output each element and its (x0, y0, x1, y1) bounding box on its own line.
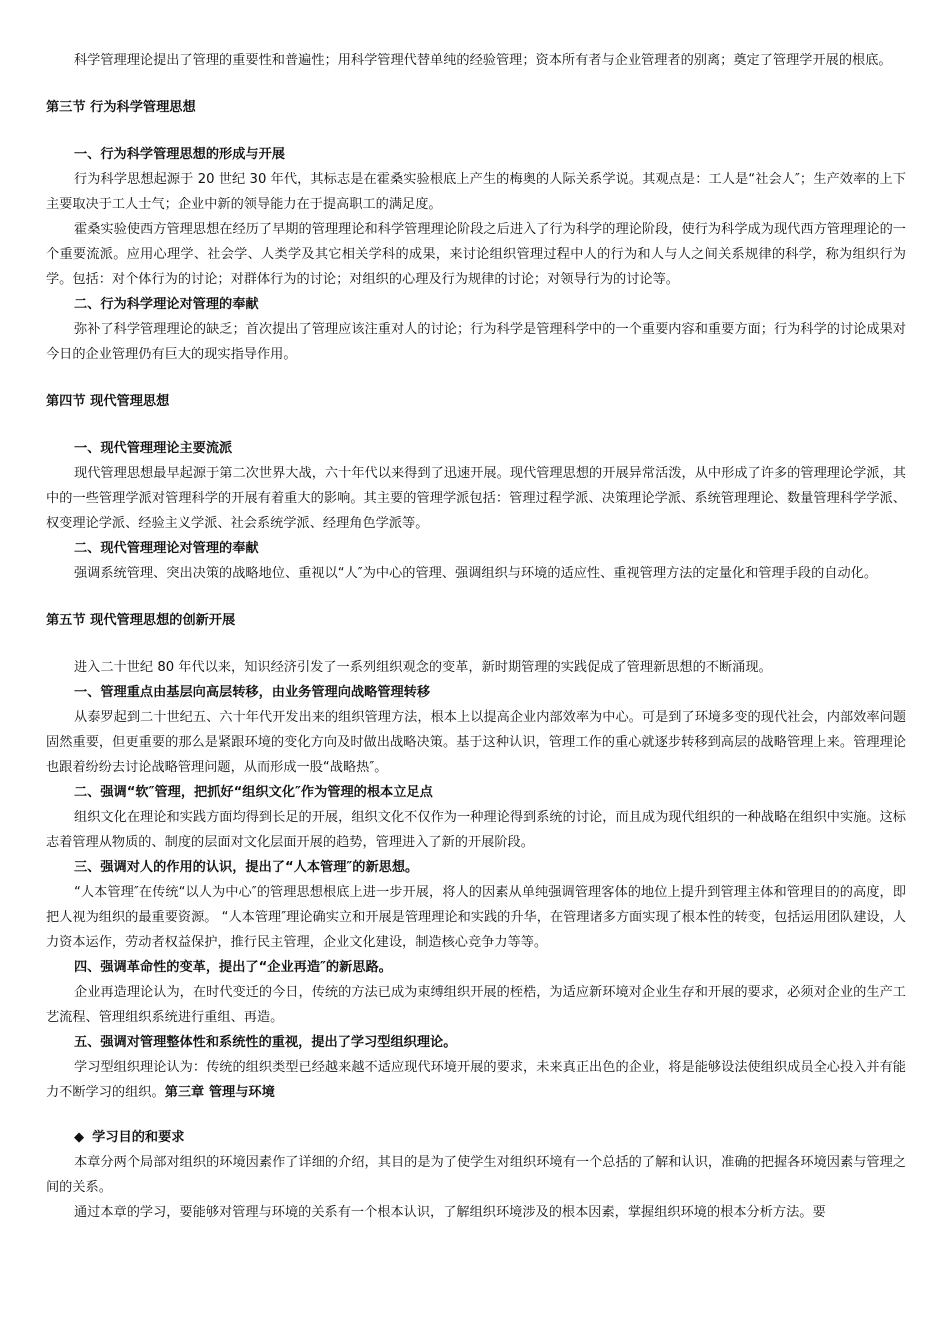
section-4-heading-2: 二、现代管理理论对管理的奉献 (74, 541, 259, 556)
learning-goals-heading (46, 1125, 906, 1150)
section-3-paragraph-1: 行为科学思想起源于 20 世纪 30 年代，其标志是在霍桑实验根底上产生的梅奥的人际关系学说。其观点是：工人是“社会人″；生产效率的上下主要取决于工人士气；企业中新的领导能力在于提高职工的满足度。 (46, 172, 906, 212)
document-page (46, 48, 906, 1225)
section-4-paragraph-1: 现代管理思想最早起源于第二次世界大战，六十年代以来得到了迅速开展。现代管理思想的开展异常活泼，从中形成了许多的管理理论学派，其中的一些管理学派对管理科学的开展有着重大的影响。其主要的管理学派包括：管理过程学派、决策理论学派、系统管理理论、数量管理科学学派、权变理论学派、经验主义学派、社会系统学派、经理角色学派等。 (46, 466, 906, 531)
section-5-paragraph-2: 组织文化在理论和实践方面均得到长足的开展，组织文化不仅作为一种理论得到系统的讨论，而且成为现代组织的一种战略在组织中实施。这标志着管理从物质的、制度的层面对文化层面开展的趋势，管理进入了新的开展阶段。 (46, 810, 906, 850)
section-4-paragraph-2: 强调系统管理、突出决策的战略地位、重视以“人″为中心的管理、强调组织与环境的适应性、重视管理方法的定量化和管理手段的自动化。 (74, 566, 878, 581)
section-3-paragraph-3: 弥补了科学管理理论的缺乏；首次提出了管理应该注重对人的讨论；行为科学是管理科学中的一个重要内容和重要方面；行为科学的讨论成果对今日的企业管理仍有巨大的现实指导作用。 (46, 322, 906, 362)
section-5-paragraph-4: 企业再造理论认为，在时代变迁的今日，传统的方法已成为束缚组织开展的桎梏，为适应新环境对企业生存和开展的要求，必须对企业的生产工艺流程、管理组织系统进行重组、再造。 (46, 985, 906, 1025)
section-3-heading-2: 二、行为科学理论对管理的奉献 (74, 297, 259, 312)
learning-goals-title: 学习目的和要求 (92, 1130, 185, 1145)
section-5-intro: 进入二十世纪 80 年代以来，知识经济引发了一系列组织观念的变革，新时期管理的实践促成了管理新思想的不断涌现。 (74, 660, 772, 675)
section-5-heading-2: 二、强调“软″管理，把抓好“组织文化″作为管理的根本立足点 (74, 785, 433, 800)
section-5-heading-3: 三、强调对人的作用的认识，提出了“人本管理″的新思想。 (74, 860, 419, 875)
section-5-heading-5: 五、强调对管理整体性和系统性的重视，提出了学习型组织理论。 (74, 1035, 457, 1050)
section-4-title: 第四节 现代管理思想 (46, 394, 170, 409)
section-3-title: 第三节 行为科学管理思想 (46, 100, 196, 115)
chapter-3-title: 第三章 管理与环境 (164, 1085, 275, 1100)
section-5-paragraph-1: 从泰罗起到二十世纪五、六十年代开发出来的组织管理方法，根本上以提高企业内部效率为中心。可是到了环境多变的现代社会，内部效率问题固然重要，但更重要的那么是紧跟环境的变化方向及时做出战略决策。基于这种认识，管理工作的重心就逐步转移到高层的战略管理上来。管理理论也跟着纷纷去讨论战略管理问题，从而形成一股“战略热″。 (46, 710, 906, 775)
section-3-paragraph-2: 霍桑实验使西方管理思想在经历了早期的管理理论和科学管理理论阶段之后进入了行为科学的理论阶段，使行为科学成为现代西方管理理论的一个重要流派。应用心理学、社会学、人类学及其它相关学科的成果，来讨论组织管理过程中人的行为和人与人之间关系规律的科学，称为组织行为学。包括：对个体行为的讨论；对群体行为的讨论；对组织的心理及行为规律的讨论；对领导行为的讨论等。 (46, 222, 906, 287)
section-4-heading-1: 一、现代管理理论主要流派 (74, 441, 233, 456)
intro-paragraph: 科学管理理论提出了管理的重要性和普遍性；用科学管理代替单纯的经验管理；资本所有者与企业管理者的别离；奠定了管理学开展的根底。 (74, 53, 892, 68)
section-5-paragraph-5-text: 学习型组织理论认为：传统的组织类型已经越来越不适应现代环境开展的要求，未来真正出色的企业，将是能够设法使组织成员全心投入并有能力不断学习的组织。 (46, 1060, 906, 1100)
chapter-3-paragraph-1: 本章分两个局部对组织的环境因素作了详细的介绍，其目的是为了使学生对组织环境有一个总括的了解和认识，准确的把握各环境因素与管理之间的关系。 (46, 1155, 906, 1195)
diamond-bullet-icon: ◆ (74, 1130, 85, 1145)
section-5-paragraph-3: “人本管理″在传统“以人为中心″的管理思想根底上进一步开展，将人的因素从单纯强调管理客体的地位上提升到管理主体和管理目的的高度，即把人视为组织的最重要资源。 “人本管理″理论确实立和开展是管理理论和实践的升华，在管理诸多方面实现了根本性的转变，包括运用团队建设，人力资本运作，劳动者权益保护，推行民主管理，企业文化建设，制造核心竞争力等等。 (46, 885, 906, 950)
section-5-heading-4: 四、强调革命性的变革，提出了“企业再造″的新思路。 (74, 960, 392, 975)
section-5-heading-1: 一、管理重点由基层向高层转移，由业务管理向战略管理转移 (74, 685, 431, 700)
chapter-3-paragraph-2: 通过本章的学习，要能够对管理与环境的关系有一个根本认识，了解组织环境涉及的根本因素，掌握组织环境的根本分析方法。要 (74, 1205, 826, 1220)
section-3-heading-1: 一、行为科学管理思想的形成与开展 (74, 147, 285, 162)
section-5-paragraph-5 (46, 1055, 906, 1105)
section-5-title: 第五节 现代管理思想的创新开展 (46, 613, 236, 628)
